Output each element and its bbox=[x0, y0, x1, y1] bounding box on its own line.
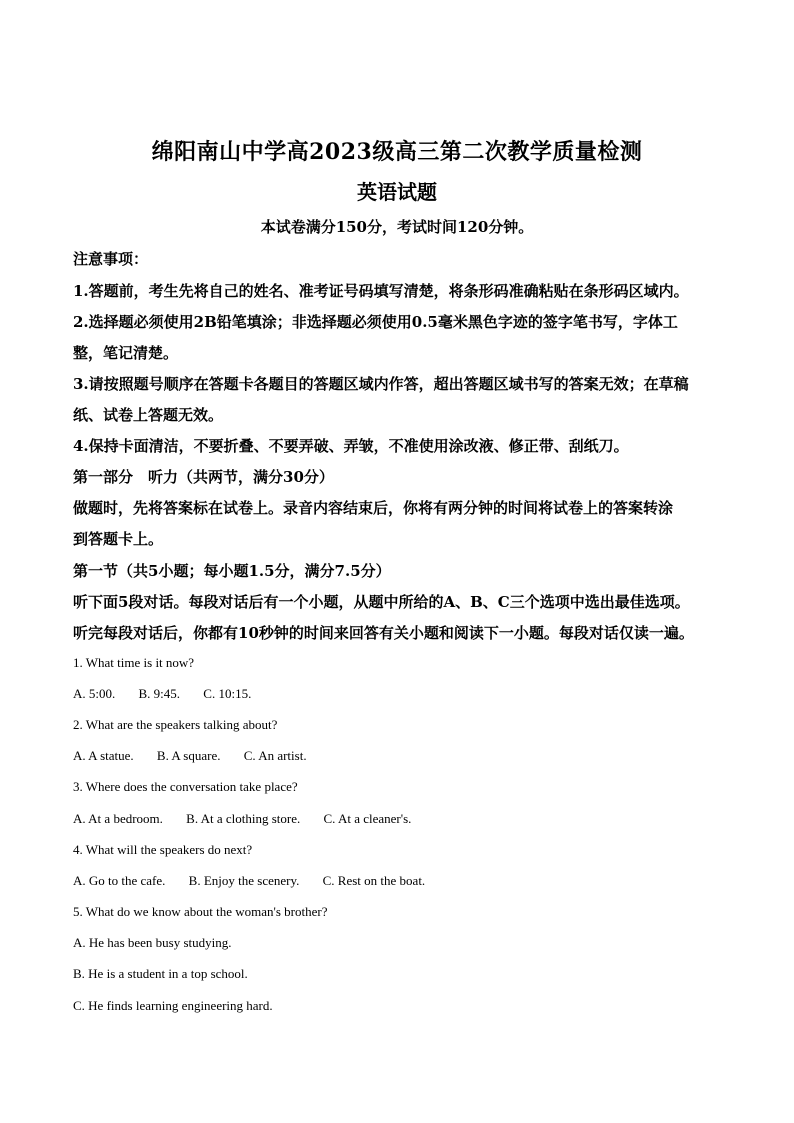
notice-item-2-line-1: 2.选择题必须使用2B铅笔填涂；非选择题必须使用0.5毫米黑色字迹的签字笔书写，字体工 bbox=[73, 313, 678, 331]
notice-item-1: 1.答题前，考生先将自己的姓名、准考证号码填写清楚，将条形码准确粘贴在条形码区域内。 bbox=[73, 282, 689, 300]
question-5: 5. What do we know about the woman's brother? bbox=[73, 904, 328, 919]
option-c: C. An artist. bbox=[243, 748, 307, 763]
option-a: A. A statue. bbox=[73, 748, 134, 763]
question-3: 3. Where does the conversation take place? bbox=[73, 779, 298, 794]
question-5-option-b: B. He is a student in a top school. bbox=[73, 966, 248, 981]
notice-heading: 注意事项： bbox=[73, 250, 149, 268]
section1-instruction-line-2: 听完每段对话后，你都有10秒钟的时间来回答有关小题和阅读下一小题。每段对话仅读一遍。 bbox=[73, 624, 694, 642]
question-4: 4. What will the speakers do next? bbox=[73, 842, 253, 857]
notice-item-3-line-1: 3.请按照题号顺序在答题卡各题目的答题区域内作答，超出答题区域书写的答案无效；在草稿 bbox=[73, 375, 689, 393]
option-b: B. At a clothing store. bbox=[186, 811, 301, 826]
option-c: C. At a cleaner's. bbox=[323, 811, 412, 826]
question-1-options bbox=[73, 686, 723, 702]
option-b: B. A square. bbox=[156, 748, 221, 763]
part1-heading: 第一部分 听力（共两节，满分30分） bbox=[73, 468, 334, 486]
question-5-option-a: A. He has been busy studying. bbox=[73, 935, 232, 950]
question-2: 2. What are the speakers talking about? bbox=[73, 717, 278, 732]
exam-title: 绵阳南山中学高2023级高三第二次教学质量检测 bbox=[151, 139, 643, 165]
option-b: B. 9:45. bbox=[138, 686, 181, 701]
option-c: C. Rest on the boat. bbox=[322, 873, 426, 888]
question-4-options bbox=[73, 873, 723, 889]
option-c: C. 10:15. bbox=[203, 686, 252, 701]
section1-instruction-line-1: 听下面5段对话。每段对话后有一个小题，从题中所给的A、B、C三个选项中选出最佳选项。 bbox=[73, 593, 690, 611]
exam-info: 本试卷满分150分，考试时间120分钟。 bbox=[260, 218, 534, 236]
notice-item-3-line-2: 纸、试卷上答题无效。 bbox=[73, 406, 224, 424]
part1-instruction-line-1: 做题时，先将答案标在试卷上。录音内容结束后，你将有两分钟的时间将试卷上的答案转涂 bbox=[73, 499, 674, 517]
question-3-options bbox=[73, 811, 723, 827]
notice-item-4: 4.保持卡面清洁，不要折叠、不要弄破、弄皱，不准使用涂改液、修正带、刮纸刀。 bbox=[73, 437, 629, 455]
option-a: A. 5:00. bbox=[73, 686, 116, 701]
section1-heading: 第一节（共5小题；每小题1.5分，满分7.5分） bbox=[73, 562, 391, 580]
option-a: A. At a bedroom. bbox=[73, 811, 163, 826]
question-1: 1. What time is it now? bbox=[73, 655, 195, 670]
option-b: B. Enjoy the scenery. bbox=[188, 873, 300, 888]
part1-instruction-line-2: 到答题卡上。 bbox=[73, 530, 164, 548]
question-2-options bbox=[73, 748, 723, 764]
notice-item-2-line-2: 整，笔记清楚。 bbox=[73, 344, 179, 362]
option-a: A. Go to the cafe. bbox=[73, 873, 166, 888]
subject-title: 英语试题 bbox=[357, 180, 437, 204]
question-5-option-c: C. He finds learning engineering hard. bbox=[73, 998, 273, 1013]
